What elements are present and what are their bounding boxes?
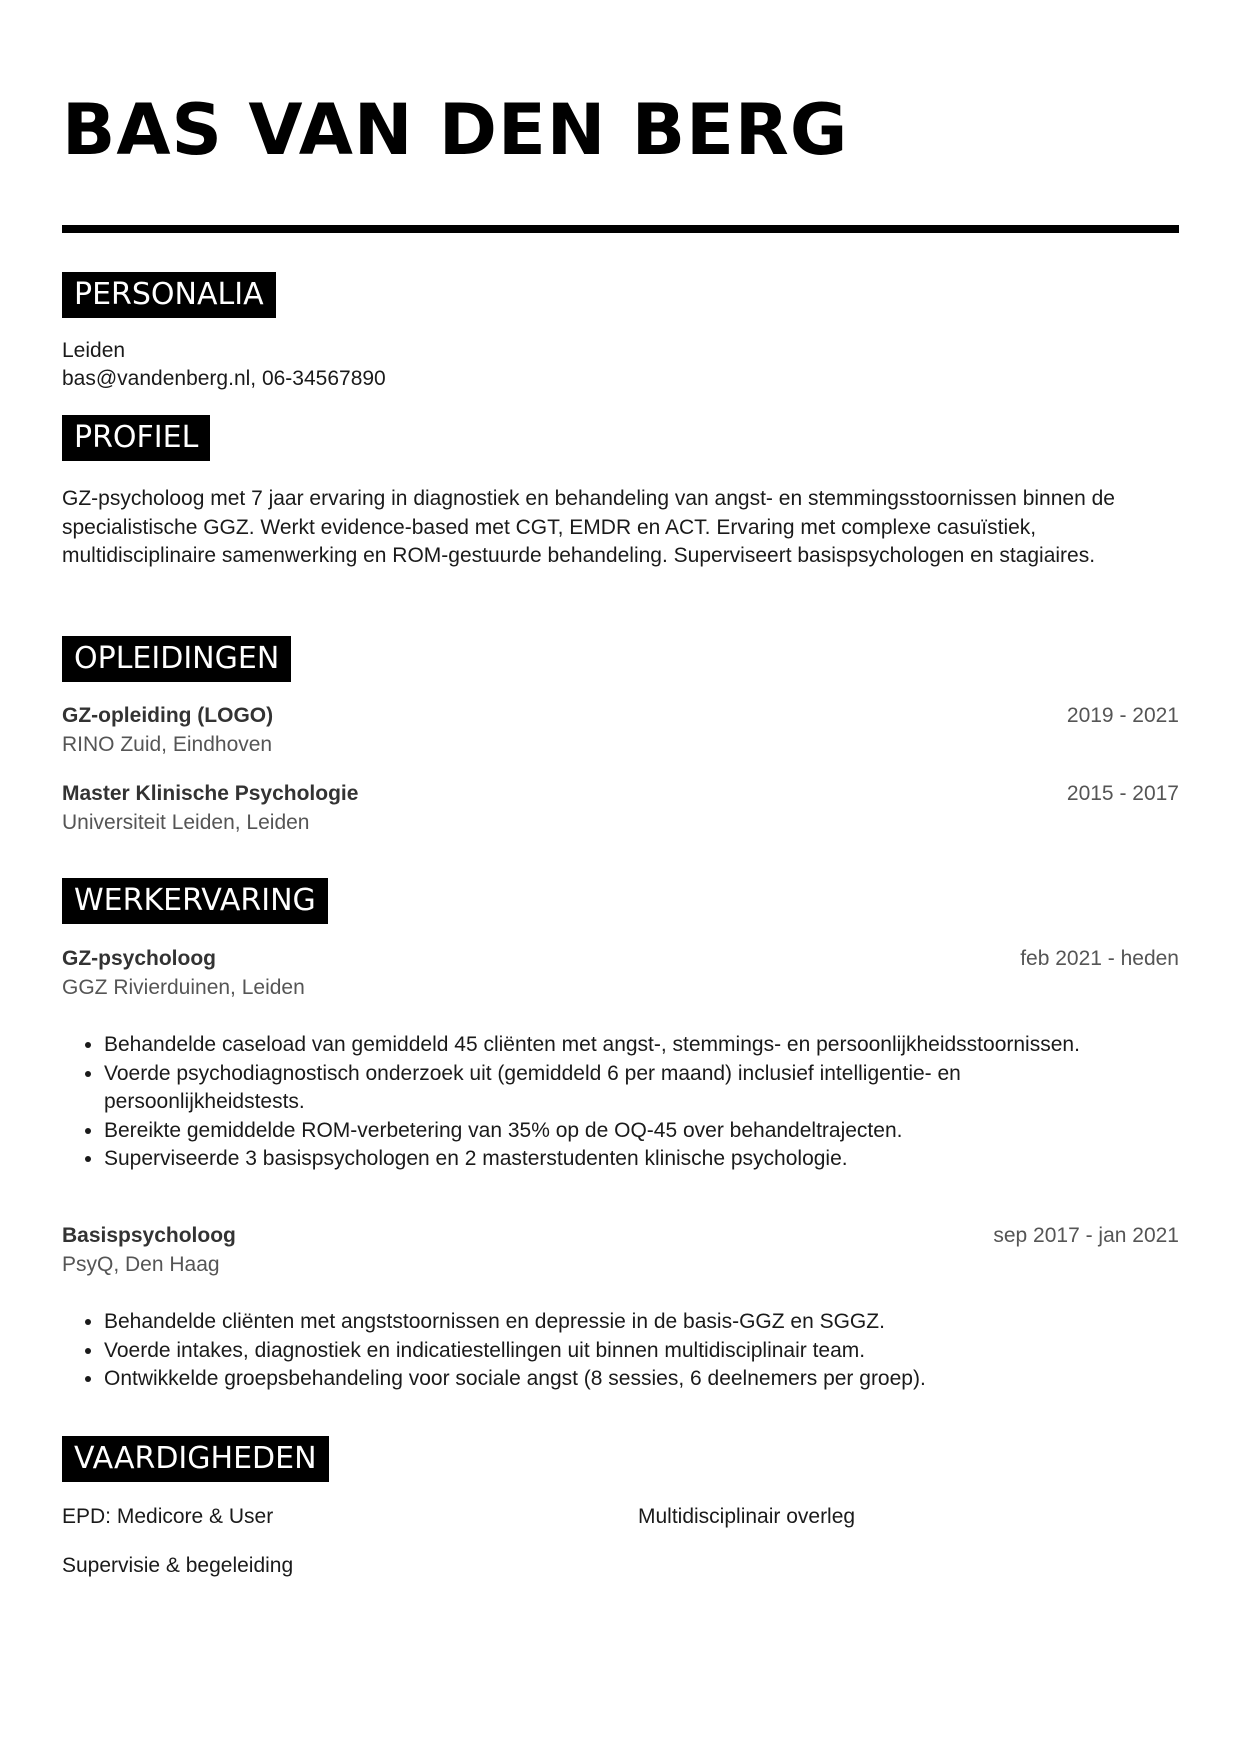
job-period: sep 2017 - jan 2021: [993, 1224, 1179, 1247]
skill-item: Supervisie & begeleiding: [62, 1554, 294, 1577]
section-title-profiel: PROFIEL: [62, 415, 210, 461]
section-title-vaardigheden: VAARDIGHEDEN: [62, 1436, 329, 1482]
education-title: Master Klinische Psychologie: [62, 782, 359, 805]
job-bullet: • Voerde intakes, diagnostiek en indicatiestellingen uit binnen multidisciplinair team.: [104, 1337, 1144, 1366]
job-title: GZ-psycholoog: [62, 947, 216, 970]
job-bullet: • Behandelde cliënten met angststoornissen en depressie in de basis-GGZ en SGGZ.: [104, 1308, 1144, 1337]
job-bullet: • Superviseerde 3 basispsychologen en 2 masterstudenten klinische psychologie.: [104, 1145, 1144, 1174]
section-title-opleidingen: OPLEIDINGEN: [62, 636, 291, 682]
education-title: GZ-opleiding (LOGO): [62, 704, 274, 727]
education-period: 2019 - 2021: [1066, 704, 1179, 727]
job-period: feb 2021 - heden: [1020, 947, 1179, 970]
job-bullet: • Behandelde caseload van gemiddeld 45 cliënten met angst-, stemmings- en persoonlijkheidsstoornissen.: [104, 1031, 1144, 1060]
job-bullet: • Ontwikkelde groepsbehandeling voor sociale angst (8 sessies, 6 deelnemers per groep).: [104, 1365, 1144, 1394]
personalia-contact: bas@vandenberg.nl, 06-34567890: [62, 367, 386, 390]
job-bullet-list: [62, 1031, 1144, 1174]
job-employer: PsyQ, Den Haag: [62, 1253, 220, 1276]
education-institution: Universiteit Leiden, Leiden: [62, 811, 310, 834]
job-employer: GGZ Rivierduinen, Leiden: [62, 976, 305, 999]
profile-text: GZ-psycholoog met 7 jaar ervaring in diagnostiek en behandeling van angst- en stemmingsstoornissen binnen de specialistische GGZ. Werkt evidence-based met CGT, EMDR en ACT. Ervaring met complexe casuïstiek, multidisciplinaire samenwerking en ROM-gestuurde behandeling. Superviseert basispsychologen en stagiaires.: [62, 487, 1115, 567]
candidate-name: BAS VAN DEN BERG: [62, 89, 849, 171]
job-bullet: • Bereikte gemiddelde ROM-verbetering van 35% op de OQ-45 over behandeltrajecten.: [104, 1117, 1144, 1146]
skill-item: Multidisciplinair overleg: [638, 1505, 856, 1528]
job-bullet: • Voerde psychodiagnostisch onderzoek uit (gemiddeld 6 per maand) inclusief intelligentie- en persoonlijkheidstests.: [104, 1060, 1144, 1117]
personalia-city: Leiden: [62, 339, 126, 362]
header-divider: [62, 225, 1179, 233]
skill-item: EPD: Medicore & User: [62, 1505, 274, 1528]
job-bullet-list: [62, 1308, 1144, 1394]
section-title-personalia: PERSONALIA: [62, 272, 276, 318]
education-institution: RINO Zuid, Eindhoven: [62, 733, 273, 756]
education-period: 2015 - 2017: [1066, 782, 1179, 805]
section-title-werkervaring: WERKERVARING: [62, 878, 328, 924]
job-title: Basispsycholoog: [62, 1224, 236, 1247]
